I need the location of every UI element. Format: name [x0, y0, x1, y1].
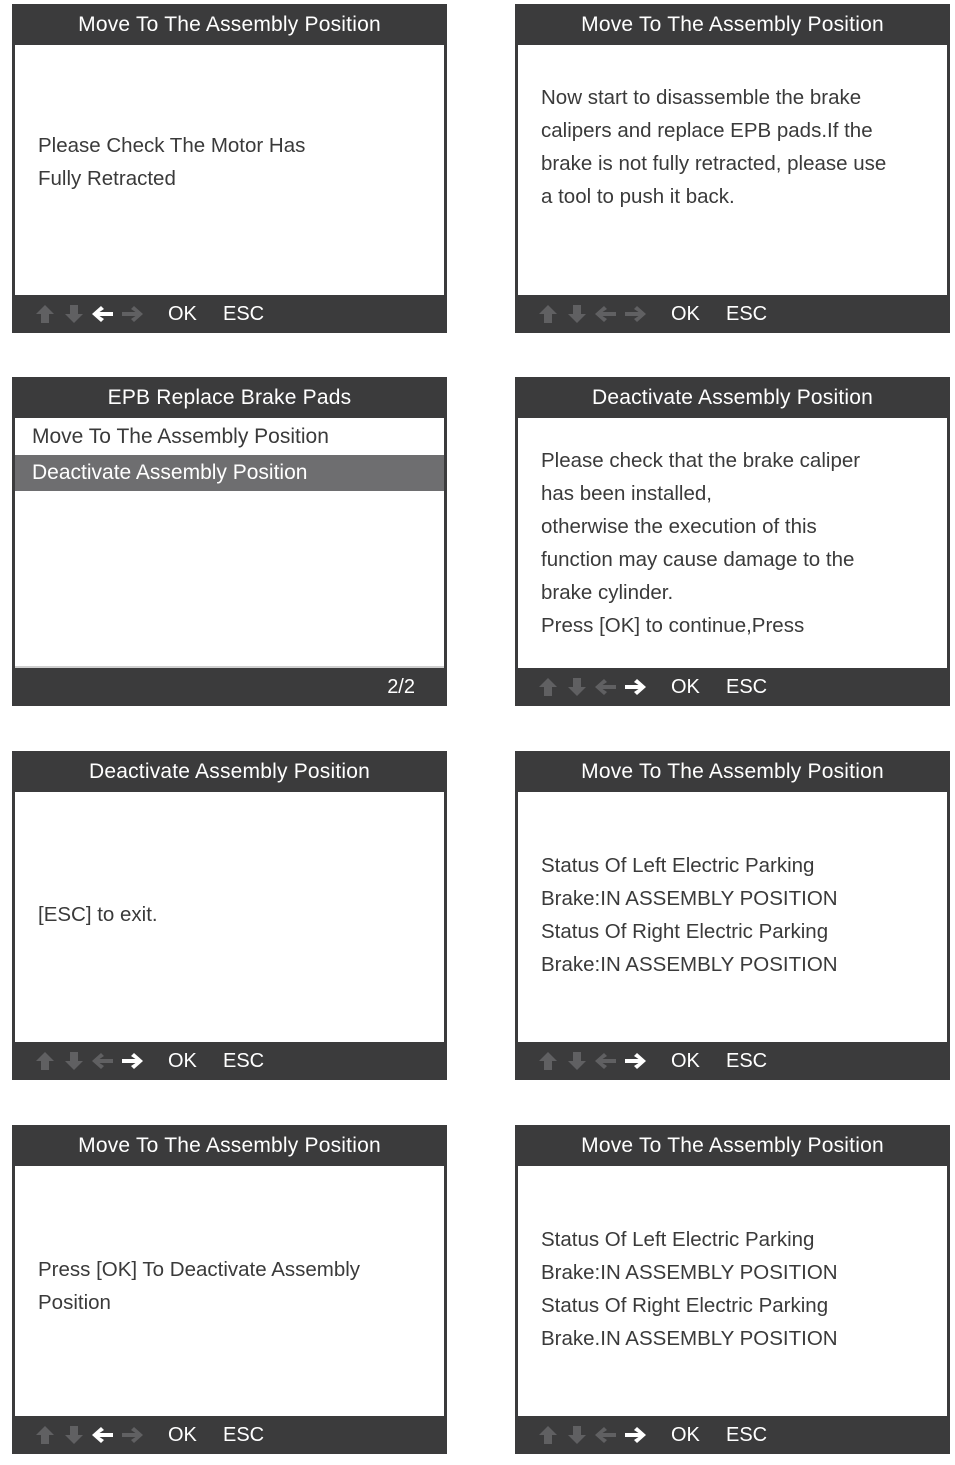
message-line: a tool to push it back.: [541, 185, 735, 208]
right-arrow-icon[interactable]: [622, 1050, 648, 1072]
up-arrow-icon[interactable]: [535, 1050, 561, 1072]
screen-body: [518, 1166, 947, 1416]
up-arrow-icon[interactable]: [32, 1050, 58, 1072]
message-line: Brake:IN ASSEMBLY POSITION: [541, 1261, 838, 1284]
message-line: Status Of Left Electric Parking: [541, 854, 815, 877]
screen-4: [515, 377, 950, 706]
nav-arrows: [535, 303, 648, 325]
message-line: function may cause damage to the: [541, 548, 855, 571]
message-line: Status Of Left Electric Parking: [541, 1228, 815, 1251]
left-arrow-icon[interactable]: [593, 676, 619, 698]
screen-title: Move To The Assembly Position: [581, 760, 884, 783]
message-line: calipers and replace EPB pads.If the: [541, 119, 873, 142]
up-arrow-icon[interactable]: [535, 303, 561, 325]
ok-button[interactable]: OK: [671, 303, 700, 325]
left-arrow-icon[interactable]: [90, 1424, 116, 1446]
esc-button[interactable]: ESC: [726, 303, 768, 325]
message-text: [541, 849, 935, 981]
up-arrow-icon[interactable]: [535, 1424, 561, 1446]
screen-title: Move To The Assembly Position: [581, 1134, 884, 1157]
footer-bar: [515, 1042, 950, 1080]
right-arrow-icon[interactable]: [622, 1424, 648, 1446]
down-arrow-icon[interactable]: [564, 303, 590, 325]
message-line: has been installed,: [541, 482, 712, 505]
nav-arrows: [535, 1050, 648, 1072]
esc-button[interactable]: ESC: [223, 1050, 265, 1072]
right-arrow-icon[interactable]: [622, 676, 648, 698]
up-arrow-icon[interactable]: [535, 676, 561, 698]
message-text: [38, 898, 432, 931]
down-arrow-icon[interactable]: [61, 1424, 87, 1446]
down-arrow-icon[interactable]: [564, 1050, 590, 1072]
esc-button[interactable]: ESC: [726, 676, 768, 698]
menu-item-deactivate-assembly[interactable]: Deactivate Assembly Position: [15, 455, 444, 491]
screen-body: [15, 792, 444, 1042]
page-indicator: 2/2: [387, 676, 415, 698]
screen-title: Deactivate Assembly Position: [88, 760, 371, 783]
message-line: Brake:IN ASSEMBLY POSITION: [541, 887, 838, 910]
left-arrow-icon[interactable]: [593, 1050, 619, 1072]
screen-7: [12, 1125, 447, 1454]
message-line: Brake.IN ASSEMBLY POSITION: [541, 1327, 838, 1350]
down-arrow-icon[interactable]: [61, 1050, 87, 1072]
esc-button[interactable]: ESC: [223, 303, 265, 325]
message-line: [ESC] to exit.: [38, 903, 158, 926]
ok-button[interactable]: OK: [671, 1424, 700, 1446]
footer-bar: [12, 668, 447, 706]
message-line: Status Of Right Electric Parking: [541, 920, 829, 943]
screen-1: [12, 4, 447, 333]
footer-bar: [12, 1042, 447, 1080]
esc-button[interactable]: ESC: [726, 1050, 768, 1072]
message-line: Now start to disassemble the brake: [541, 86, 862, 109]
screen-title: EPB Replace Brake Pads: [107, 386, 352, 409]
esc-button[interactable]: ESC: [726, 1424, 768, 1446]
ok-button[interactable]: OK: [671, 676, 700, 698]
message-text: [541, 81, 935, 213]
message-line: brake is not fully retracted, please use: [541, 152, 887, 175]
up-arrow-icon[interactable]: [32, 303, 58, 325]
left-arrow-icon[interactable]: [593, 1424, 619, 1446]
message-line: Status Of Right Electric Parking: [541, 1294, 829, 1317]
message-line: Brake:IN ASSEMBLY POSITION: [541, 953, 838, 976]
down-arrow-icon[interactable]: [564, 676, 590, 698]
footer-bar: [12, 1416, 447, 1454]
screen-5: [12, 751, 447, 1080]
screen-title: Move To The Assembly Position: [581, 13, 884, 36]
down-arrow-icon[interactable]: [564, 1424, 590, 1446]
footer-bar: [12, 295, 447, 333]
up-arrow-icon[interactable]: [32, 1424, 58, 1446]
screen-title: Move To The Assembly Position: [78, 1134, 381, 1157]
ok-button[interactable]: OK: [168, 1424, 197, 1446]
message-line: Fully Retracted: [38, 167, 176, 190]
screen-body: [518, 45, 947, 295]
screen-body: [15, 1166, 444, 1416]
right-arrow-icon[interactable]: [622, 303, 648, 325]
message-line: brake cylinder.: [541, 581, 674, 604]
left-arrow-icon[interactable]: [593, 303, 619, 325]
screen-3: [12, 377, 447, 706]
nav-arrows: [535, 1424, 648, 1446]
right-arrow-icon[interactable]: [119, 1050, 145, 1072]
screen-title: Deactivate Assembly Position: [591, 386, 874, 409]
nav-arrows: [32, 1424, 145, 1446]
right-arrow-icon[interactable]: [119, 1424, 145, 1446]
ok-button[interactable]: OK: [168, 303, 197, 325]
screen-body: [518, 418, 947, 668]
footer-bar: [515, 295, 950, 333]
message-line: Press [OK] to continue,Press: [541, 614, 805, 637]
screen-8: [515, 1125, 950, 1454]
nav-arrows: [535, 676, 648, 698]
ok-button[interactable]: OK: [671, 1050, 700, 1072]
menu-list: [15, 418, 444, 668]
right-arrow-icon[interactable]: [119, 303, 145, 325]
message-line: otherwise the execution of this: [541, 515, 817, 538]
footer-bar: [515, 668, 950, 706]
message-text: [38, 129, 432, 195]
screen-6: [515, 751, 950, 1080]
screen-2: [515, 4, 950, 333]
menu-item-move-to-assembly[interactable]: Move To The Assembly Position: [32, 425, 329, 448]
message-text: [38, 1253, 432, 1319]
message-line: Press [OK] To Deactivate Assembly: [38, 1258, 361, 1281]
nav-arrows: [32, 1050, 145, 1072]
screen-body: [15, 45, 444, 295]
left-arrow-icon[interactable]: [90, 1050, 116, 1072]
message-line: Please Check The Motor Has: [38, 134, 306, 157]
message-line: Position: [38, 1291, 111, 1314]
footer-bar: [515, 1416, 950, 1454]
ok-button[interactable]: OK: [168, 1050, 197, 1072]
screen-body: [518, 792, 947, 1042]
left-arrow-icon[interactable]: [90, 303, 116, 325]
message-line: Please check that the brake caliper: [541, 449, 861, 472]
message-text: [541, 1223, 935, 1355]
down-arrow-icon[interactable]: [61, 303, 87, 325]
nav-arrows: [32, 303, 145, 325]
screen-title: Move To The Assembly Position: [78, 13, 381, 36]
message-text: [541, 444, 935, 642]
esc-button[interactable]: ESC: [223, 1424, 265, 1446]
